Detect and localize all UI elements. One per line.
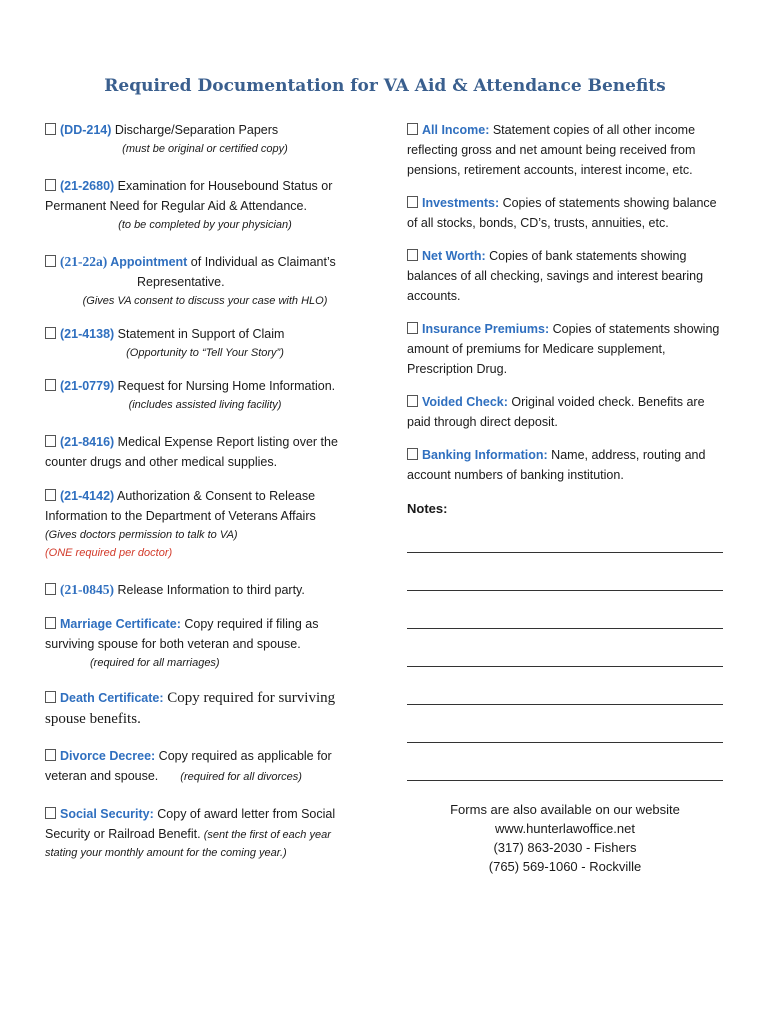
doc-item-21-2680: [45, 176, 365, 234]
checkbox-icon[interactable]: [45, 617, 56, 629]
doc-note: (to be completed by your physician): [118, 219, 292, 231]
notes-line[interactable]: [407, 648, 723, 667]
doc-code: (DD-214): [60, 123, 112, 137]
checkbox-icon[interactable]: [45, 179, 56, 191]
doc-desc: Name, address, routing and: [547, 448, 706, 462]
doc-code: Insurance Premiums:: [422, 322, 550, 336]
doc-code-label: Appointment: [107, 255, 188, 269]
checkbox-icon[interactable]: [407, 123, 418, 135]
doc-item-21-8416: [45, 432, 365, 472]
doc-code: (21-4142): [60, 489, 115, 503]
doc-note: (Opportunity to “Tell Your Story”): [126, 347, 284, 359]
doc-item-death-certificate: [45, 688, 365, 730]
doc-desc-cont: surviving spouse for both veteran and spouse.: [45, 637, 301, 651]
doc-desc-cont: paid through direct deposit.: [407, 415, 558, 429]
doc-item-21-4138: [45, 324, 365, 362]
doc-desc: Statement in Support of Claim: [114, 327, 285, 341]
doc-item-banking-information: [407, 445, 727, 485]
notes-line[interactable]: [407, 534, 723, 553]
doc-item-all-income: [407, 120, 727, 180]
doc-desc: Examination for Housebound Status or: [114, 179, 333, 193]
footer-phone-fishers: (317) 863-2030 - Fishers: [493, 840, 637, 855]
doc-desc: Release Information to third party.: [114, 583, 305, 597]
footer-website-url[interactable]: www.hunterlawoffice.net: [495, 821, 635, 836]
doc-code: (21-0845): [60, 582, 114, 597]
doc-desc: Original voided check. Benefits are: [507, 395, 705, 409]
doc-desc: Copy required as applicable for: [155, 749, 332, 763]
doc-desc-cont: Information to the Department of Veterans Affairs: [45, 509, 316, 523]
doc-desc: Copies of bank statements showing: [485, 249, 687, 263]
page-title: Required Documentation for VA Aid & Attendance Benefits: [104, 76, 666, 96]
doc-desc-cont: veteran and spouse.: [45, 769, 159, 783]
footer-phone-rockville: (765) 569-1060 - Rockville: [488, 859, 642, 874]
checkbox-icon[interactable]: [45, 255, 56, 267]
doc-note: (required for all marriages): [90, 657, 220, 669]
doc-desc: Medical Expense Report listing over the: [114, 435, 338, 449]
notes-line[interactable]: [407, 724, 723, 743]
contact-footer: [407, 800, 723, 876]
doc-desc: Authorization & Consent to Release: [114, 489, 316, 503]
doc-desc: Copies of statements showing balance: [499, 196, 717, 210]
doc-item-dd214: [45, 120, 365, 158]
notes-line[interactable]: [407, 610, 723, 629]
doc-code: Banking Information:: [422, 448, 548, 462]
doc-desc-cont: spouse benefits.: [45, 711, 141, 727]
doc-desc-cont: account numbers of banking institution.: [407, 468, 624, 482]
doc-note: (Gives doctors permission to talk to VA): [45, 529, 238, 541]
doc-item-voided-check: [407, 392, 727, 432]
doc-note: (must be original or certified copy): [122, 143, 288, 155]
checkbox-icon[interactable]: [45, 123, 56, 135]
doc-desc-cont: Security or Railroad Benefit.: [45, 827, 201, 841]
doc-item-insurance-premiums: [407, 319, 727, 379]
checkbox-icon[interactable]: [407, 395, 418, 407]
doc-desc: Request for Nursing Home Information.: [114, 379, 336, 393]
checkbox-icon[interactable]: [407, 196, 418, 208]
doc-code: Net Worth:: [422, 249, 486, 263]
doc-desc-cont: Prescription Drug.: [407, 362, 508, 376]
doc-code: Divorce Decree:: [60, 749, 156, 763]
checkbox-icon[interactable]: [45, 435, 56, 447]
doc-desc: Statement copies of all other income: [489, 123, 696, 137]
doc-code: Voided Check:: [422, 395, 508, 409]
doc-item-21-4142: [45, 486, 365, 562]
doc-desc-cont: accounts.: [407, 289, 461, 303]
doc-item-21-0779: [45, 376, 365, 414]
checkbox-icon[interactable]: [45, 489, 56, 501]
doc-code: (21-0779): [60, 379, 115, 393]
doc-code: (21-4138): [60, 327, 115, 341]
doc-item-21-22a: [45, 252, 365, 310]
doc-desc: Copy required if filing as: [180, 617, 319, 631]
checkbox-icon[interactable]: [407, 322, 418, 334]
doc-item-social-security: [45, 804, 365, 862]
doc-desc-cont: counter drugs and other medical supplies.: [45, 455, 278, 469]
doc-desc: Copy required for surviving: [163, 690, 336, 706]
doc-note: (Gives VA consent to discuss your case with HLO): [82, 295, 328, 307]
doc-desc: of Individual as Claimant’s: [187, 255, 336, 269]
doc-desc: Copy of award letter from Social: [153, 807, 336, 821]
checkbox-icon[interactable]: [407, 448, 418, 460]
notes-line[interactable]: [407, 762, 723, 781]
left-column: [45, 120, 365, 875]
doc-note-required: (ONE required per doctor): [45, 547, 173, 559]
doc-item-marriage-certificate: [45, 614, 365, 672]
doc-desc-cont: Permanent Need for Regular Aid & Attendance.: [45, 199, 307, 213]
footer-website-note: Forms are also available on our website: [450, 802, 680, 817]
doc-item-net-worth: [407, 246, 727, 306]
doc-item-divorce-decree: [45, 746, 365, 786]
doc-desc: Discharge/Separation Papers: [111, 123, 279, 137]
notes-title: Notes:: [407, 501, 448, 516]
doc-desc-cont: Representative.: [137, 275, 225, 289]
doc-code: (21-22a): [60, 254, 108, 269]
notes-line[interactable]: [407, 686, 723, 705]
doc-code: (21-8416): [60, 435, 115, 449]
doc-code: Social Security:: [60, 807, 154, 821]
right-column: [407, 120, 727, 876]
checkbox-icon[interactable]: [45, 807, 56, 819]
doc-code: All Income:: [422, 123, 490, 137]
doc-desc-cont: pensions, retirement accounts, interest income, etc.: [407, 163, 693, 177]
doc-desc: Copies of statements showing: [549, 322, 720, 336]
notes-line[interactable]: [407, 572, 723, 591]
doc-item-21-0845: [45, 580, 365, 600]
doc-code: Marriage Certificate:: [60, 617, 181, 631]
doc-desc-cont: amount of premiums for Medicare supplement,: [407, 342, 666, 356]
doc-code: Investments:: [422, 196, 500, 210]
checkbox-icon[interactable]: [45, 749, 56, 761]
doc-note-cont: stating your monthly amount for the coming year.): [45, 847, 287, 859]
doc-desc-cont: of all stocks, bonds, CD’s, trusts, annuities, etc.: [407, 216, 669, 230]
doc-item-investments: [407, 193, 727, 233]
checkbox-icon[interactable]: [407, 249, 418, 261]
doc-code: (21-2680): [60, 179, 115, 193]
doc-note: (includes assisted living facility): [128, 399, 282, 411]
doc-desc-cont: balances of all checking, savings and interest bearing: [407, 269, 704, 283]
checkbox-icon[interactable]: [45, 583, 56, 595]
checkbox-icon[interactable]: [45, 379, 56, 391]
checkbox-icon[interactable]: [45, 691, 56, 703]
doc-code: Death Certificate:: [60, 691, 164, 705]
doc-desc-cont: reflecting gross and net amount being received from: [407, 143, 696, 157]
checkbox-icon[interactable]: [45, 327, 56, 339]
doc-note: (required for all divorces): [180, 771, 302, 783]
doc-note: (sent the first of each year: [200, 829, 331, 841]
